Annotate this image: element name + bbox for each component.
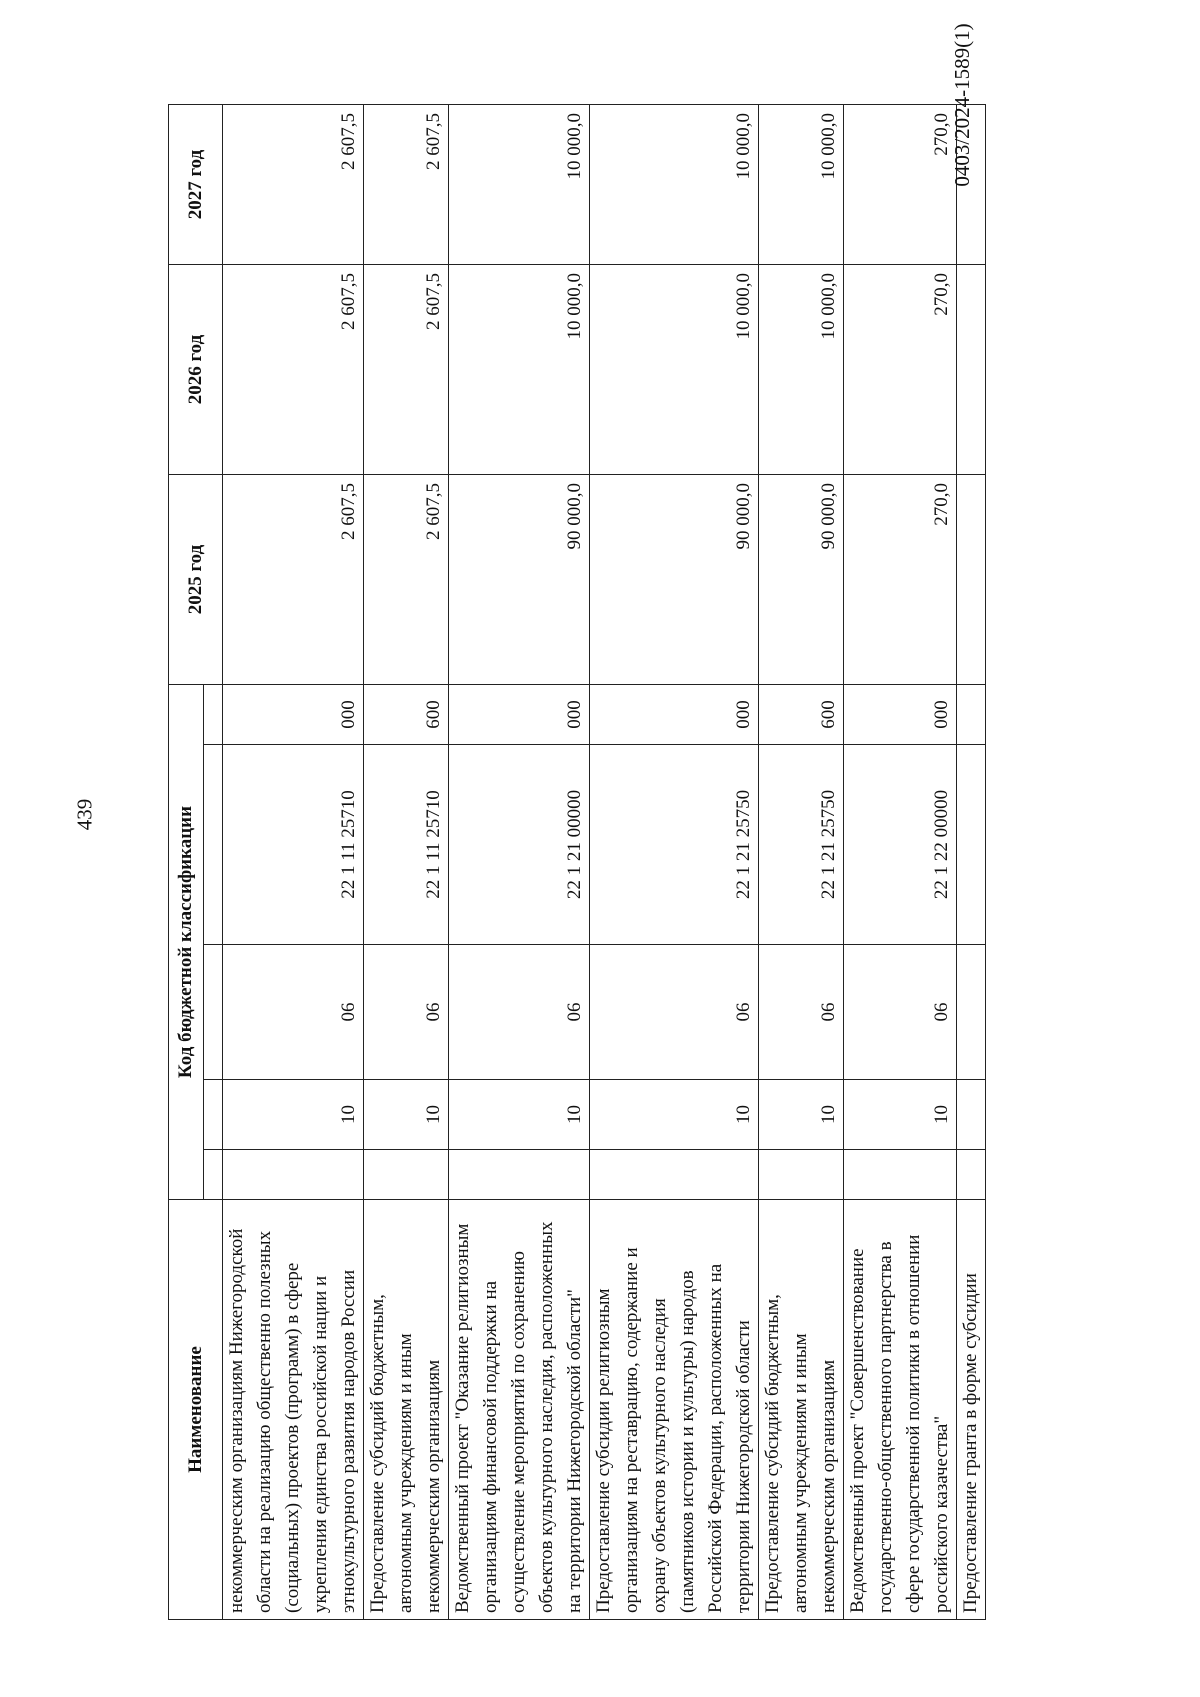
row-name: Предоставление гранта в форме субсидии	[957, 1200, 986, 1620]
value-2026: 10 000,0	[590, 265, 759, 475]
code-expense-type: 000	[223, 685, 364, 745]
header-name: Наименование	[169, 1200, 223, 1620]
header-2025: 2025 год	[169, 475, 223, 685]
code-target: 22 1 21 25750	[759, 745, 844, 945]
code-section: 10	[844, 1080, 957, 1150]
row-name: Ведомственный проект "Оказание религиозным организациям финансовой поддержки на осуществление мероприятий по сохранению объектов культурного наследия, расположенных на территории Нижегородской области"	[449, 1200, 590, 1620]
code-subsection: 06	[590, 945, 759, 1080]
code-expense-type: 600	[759, 685, 844, 745]
code-expense-type	[957, 685, 986, 745]
table-row	[590, 105, 759, 1620]
row-name: Предоставление субсидии религиозным организациям на реставрацию, содержание и охрану объектов культурного наследия (памятников истории и культуры) народов Российской Федерации, расположенных на территории Нижегородской области	[590, 1200, 759, 1620]
code-section: 10	[590, 1080, 759, 1150]
value-2027: 10 000,0	[590, 105, 759, 265]
value-2026: 270,0	[844, 265, 957, 475]
code-subsection: 06	[844, 945, 957, 1080]
code-empty	[449, 1150, 590, 1200]
table-row	[364, 105, 449, 1620]
header-code: Код бюджетной классификации	[169, 685, 204, 1200]
table-row	[759, 105, 844, 1620]
value-2025: 90 000,0	[759, 475, 844, 685]
code-target: 22 1 11 25710	[223, 745, 364, 945]
value-2026: 10 000,0	[449, 265, 590, 475]
value-2027: 2 607,5	[223, 105, 364, 265]
row-name: некоммерческим организациям Нижегородской области на реализацию общественно полезных (социальных) проектов (программ) в сфере укрепления единства российской нации и этнокультурного развития народов России	[223, 1200, 364, 1620]
code-section: 10	[364, 1080, 449, 1150]
code-target: 22 1 21 00000	[449, 745, 590, 945]
value-2025	[957, 475, 986, 685]
header-code-sub	[204, 745, 223, 945]
value-2025: 270,0	[844, 475, 957, 685]
code-expense-type: 000	[844, 685, 957, 745]
code-subsection: 06	[449, 945, 590, 1080]
code-target: 22 1 21 25750	[590, 745, 759, 945]
value-2025: 2 607,5	[223, 475, 364, 685]
value-2027: 270,0	[844, 105, 957, 265]
budget-table	[168, 104, 986, 1620]
table-row	[223, 105, 364, 1620]
code-subsection	[957, 945, 986, 1080]
code-section: 10	[449, 1080, 590, 1150]
code-target	[957, 745, 986, 945]
value-2026: 10 000,0	[759, 265, 844, 475]
value-2025: 2 607,5	[364, 475, 449, 685]
document-code: 0403/2024-1589(1)	[950, 23, 974, 187]
value-2027: 2 607,5	[364, 105, 449, 265]
code-target: 22 1 11 25710	[364, 745, 449, 945]
value-2027: 10 000,0	[759, 105, 844, 265]
page-number: 439	[72, 798, 97, 831]
header-code-sub	[204, 945, 223, 1080]
code-expense-type: 000	[590, 685, 759, 745]
code-empty	[844, 1150, 957, 1200]
value-2027: 10 000,0	[449, 105, 590, 265]
value-2026: 2 607,5	[223, 265, 364, 475]
code-subsection: 06	[759, 945, 844, 1080]
code-expense-type: 000	[449, 685, 590, 745]
code-section	[957, 1080, 986, 1150]
header-code-sub	[204, 1150, 223, 1200]
code-expense-type: 600	[364, 685, 449, 745]
table-row	[449, 105, 590, 1620]
code-section: 10	[759, 1080, 844, 1150]
value-2026	[957, 265, 986, 475]
header-2027: 2027 год	[169, 105, 223, 265]
value-2025: 90 000,0	[449, 475, 590, 685]
code-section: 10	[223, 1080, 364, 1150]
row-name: Ведомственный проект "Совершенствование государственно-общественного партнерства в сфере государственной политики в отношении российского казачества"	[844, 1200, 957, 1620]
table-row	[957, 105, 986, 1620]
code-empty	[590, 1150, 759, 1200]
code-subsection: 06	[223, 945, 364, 1080]
header-code-sub	[204, 685, 223, 745]
header-row	[169, 105, 204, 1620]
header-code-sub	[204, 1080, 223, 1150]
row-name: Предоставление субсидий бюджетным, автономным учреждениям и иным некоммерческим организациям	[759, 1200, 844, 1620]
code-target: 22 1 22 00000	[844, 745, 957, 945]
code-empty	[759, 1150, 844, 1200]
code-empty	[223, 1150, 364, 1200]
value-2026: 2 607,5	[364, 265, 449, 475]
code-empty	[957, 1150, 986, 1200]
value-2025: 90 000,0	[590, 475, 759, 685]
table-row	[844, 105, 957, 1620]
row-name: Предоставление субсидий бюджетным, автономным учреждениям и иным некоммерческим организациям	[364, 1200, 449, 1620]
header-2026: 2026 год	[169, 265, 223, 475]
code-subsection: 06	[364, 945, 449, 1080]
budget-table-rotated	[168, 105, 1052, 1620]
code-empty	[364, 1150, 449, 1200]
